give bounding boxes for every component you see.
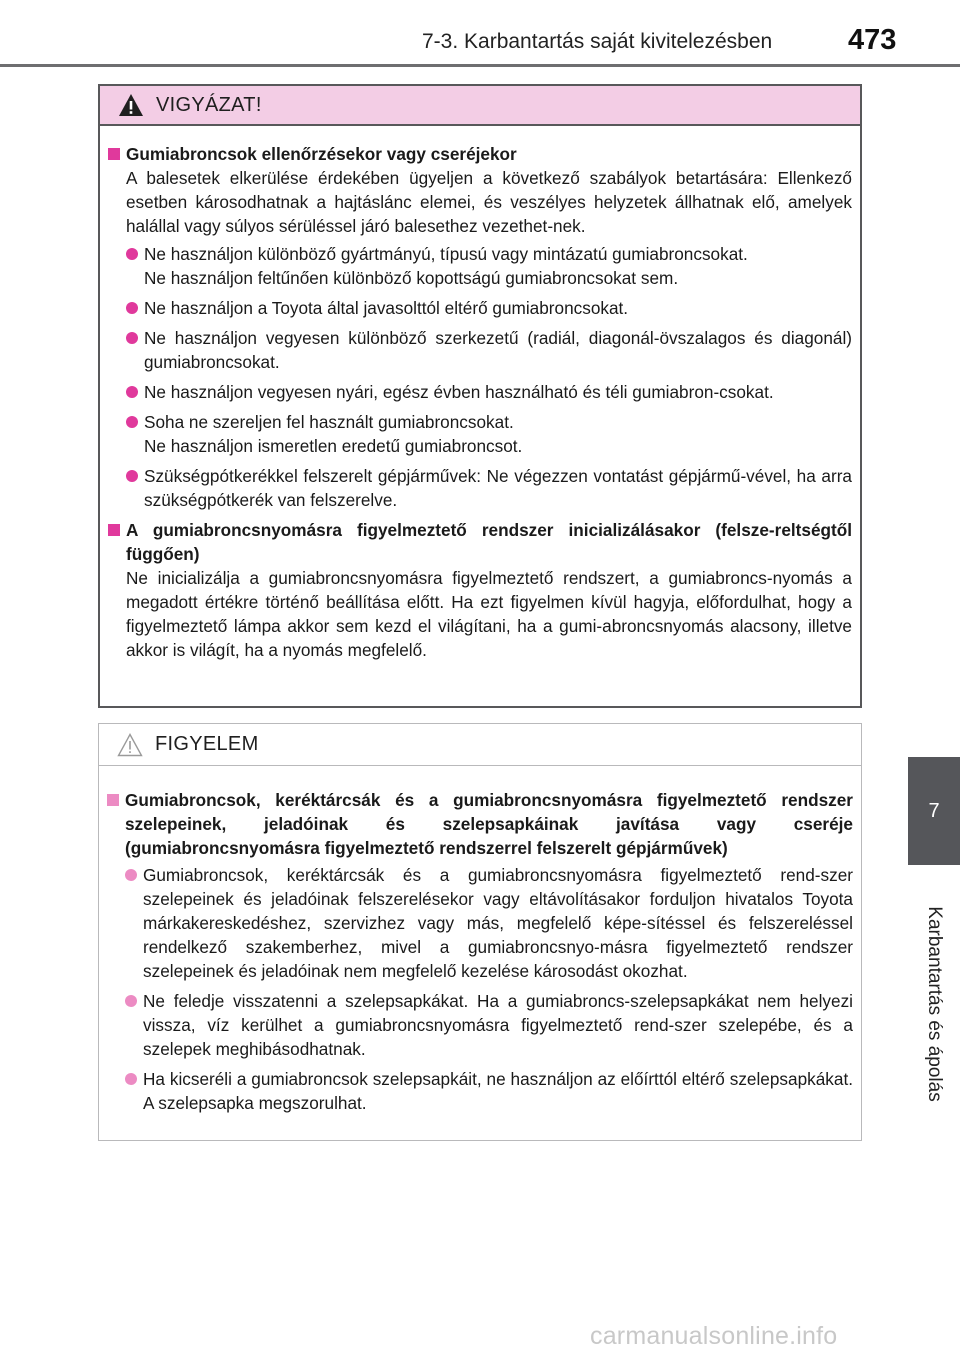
square-bullet-icon (108, 148, 120, 160)
list-item-text: Ne használjon különböző gyártmányú, típusú vagy mintázatú gumiabroncsokat. (144, 244, 748, 264)
round-bullet-icon (125, 1073, 137, 1085)
section (106, 518, 852, 662)
square-bullet-icon (107, 794, 119, 806)
round-bullet-icon (126, 332, 138, 344)
list-item (106, 464, 852, 512)
list-item (105, 863, 853, 983)
list-item (106, 410, 852, 458)
round-bullet-icon (125, 869, 137, 881)
list-item-text: Ne használjon ismeretlen eredetű gumiabroncsot. (144, 436, 523, 456)
chapter-tab[interactable] (908, 757, 960, 865)
list-item (105, 1067, 853, 1115)
section-paragraph: A balesetek elkerülése érdekében ügyeljen a következő szabályok betartására: Ellenkező esetben károsodhatnak a hajtáslánc elemei, és veszélyes helyzetek állhatnak elő, amelyek halállal vagy súlyos sérüléssel járó balesethez vezethet-nek. (126, 168, 852, 236)
list-item-text: Soha ne szereljen fel használt gumiabroncsokat. (144, 412, 514, 432)
round-bullet-icon (126, 470, 138, 482)
bullet-list (106, 242, 852, 512)
page-number: 473 (848, 24, 897, 56)
round-bullet-icon (126, 386, 138, 398)
round-bullet-icon (126, 416, 138, 428)
list-item-text: Ne használjon feltűnően különböző kopottságú gumiabroncsokat sem. (144, 268, 679, 288)
round-bullet-icon (126, 302, 138, 314)
section (105, 788, 853, 1115)
list-item (106, 296, 852, 320)
list-item-text: Ne feledje visszatenni a szelepsapkákat. Ha a gumiabroncs-szelepsapkákat nem helyezi vissza, víz kerülhet a gumiabroncsnyomásra figyelmeztető rend-szer szelepébe, és a szelepek meghibásodhatnak. (143, 991, 853, 1059)
section-title-text: A gumiabroncsnyomásra figyelmeztető rendszer inicializálásakor (felsze-reltségtől függően) (126, 520, 852, 564)
chapter-number: 7 (928, 799, 940, 822)
list-item (106, 326, 852, 374)
list-item (105, 989, 853, 1061)
chapter-label-text: Karbantartás és ápolás (924, 906, 945, 1102)
section-title-text: Gumiabroncsok ellenőrzésekor vagy cseréjekor (126, 144, 517, 164)
list-item-text: Szükségpótkerékkel felszerelt gépjárművek: Ne végezzen vontatást gépjármű-vével, ha arra szükségpótkerék van felszerelve. (144, 466, 852, 510)
section-title-text: Gumiabroncsok, keréktárcsák és a gumiabroncsnyomásra figyelmeztető rendszer szelepeinek, jeladóinak és szelepsapkáinak javítása vagy cseréje (gumiabroncsnyomásra figyelmeztető rendszerrel felszerelt gépjárművek) (125, 790, 853, 858)
warning-box-body (100, 126, 860, 662)
warning-box-header (100, 86, 860, 126)
section-paragraph: Ne inicializálja a gumiabroncsnyomásra figyelmeztető rendszert, a gumiabroncs-nyomás a megadott értékre történő beállítása előtt. Ha ezt figyelmen kívül hagyja, előfordulhat, hogy a figyelmeztető lámpa akkor sem kezd el világítani, ha a gumi-abroncsnyomás alacsony, illetve akkor is világít, ha a nyomás megfelelő. (126, 568, 852, 660)
section (106, 142, 852, 512)
round-bullet-icon (125, 995, 137, 1007)
list-item (106, 242, 852, 290)
list-item-text: Ne használjon a Toyota által javasolttól eltérő gumiabroncsokat. (144, 298, 629, 318)
list-item-text: Ha kicseréli a gumiabroncsok szelepsapkáit, ne használjon az előírttól eltérő szelepsapkákat. A szelepsapka megszorulhat. (143, 1069, 853, 1113)
header-section-title: 7-3. Karbantartás saját kivitelezésben (422, 30, 773, 53)
notice-box-header (99, 724, 861, 766)
warning-box-label: VIGYÁZAT! (156, 93, 262, 116)
section-title (106, 518, 852, 566)
list-item-text: Gumiabroncsok, keréktárcsák és a gumiabroncsnyomásra figyelmeztető rend-szer szelepeinek és jeladóinak felszerelésekor vagy eltávolításakor forduljon hivatalos Toyota márkakereskedéshez, szervizhez vagy más, megfelelő képe-sítéssel és felszereléssel rendelkező szakemberhez, mivel a gumiabroncsnyo-másra figyelmeztető rendszer szelepeinek és jeladóinak nem megfelelő kezelése károsodást okozhat. (143, 865, 853, 981)
notice-box-label: FIGYELEM (155, 733, 259, 755)
warning-triangle-icon (118, 93, 144, 117)
section-title (105, 788, 853, 860)
square-bullet-icon (108, 524, 120, 536)
header-divider (0, 64, 960, 67)
section-title (106, 142, 852, 166)
list-item-text: Ne használjon vegyesen nyári, egész évben használható és téli gumiabron-csokat. (144, 382, 774, 402)
round-bullet-icon (126, 248, 138, 260)
list-item-text: Ne használjon vegyesen különböző szerkezetű (radiál, diagonál-övszalagos és diagonál) gumiabroncsokat. (144, 328, 852, 372)
watermark: carmanualsonline.info (590, 1322, 838, 1350)
bullet-list (105, 863, 853, 1115)
caution-outline-icon (117, 733, 143, 757)
warning-box (98, 84, 862, 708)
list-item (106, 380, 852, 404)
notice-box-body (99, 766, 861, 1115)
notice-box (98, 723, 862, 1141)
